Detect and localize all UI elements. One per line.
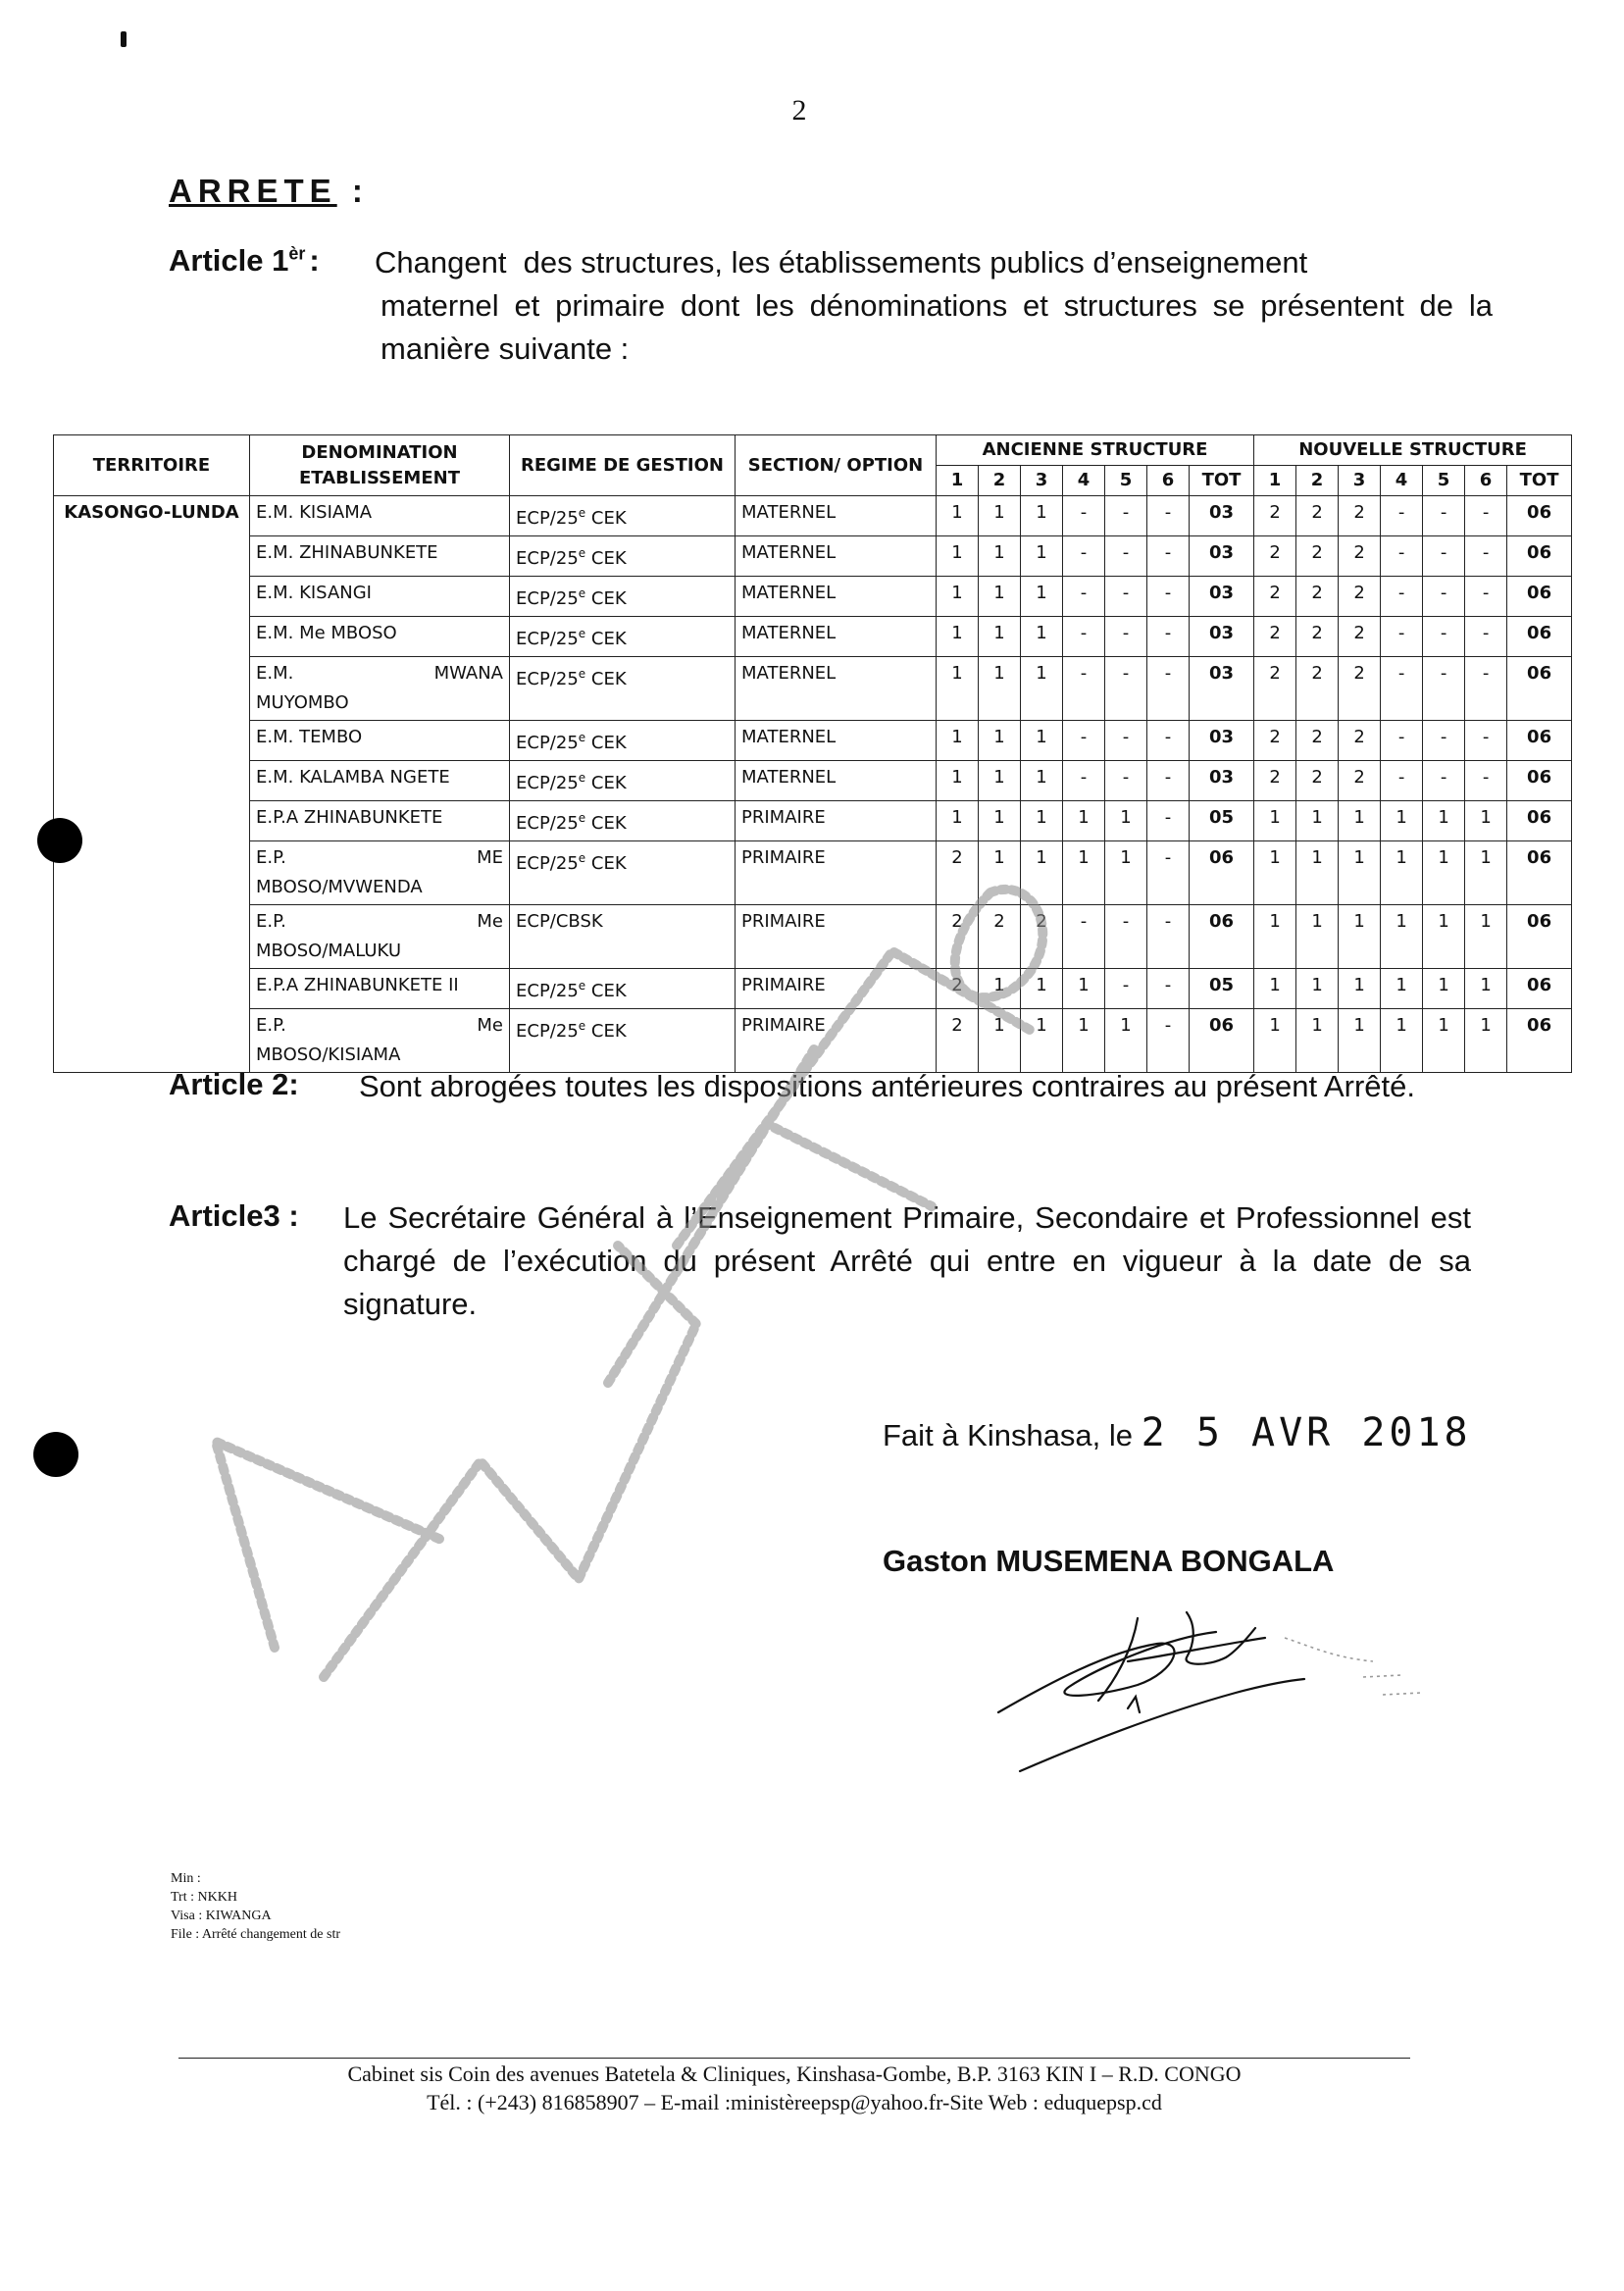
ancienne-total-cell: 03 [1190,577,1254,617]
nouvelle-total-cell: 06 [1507,969,1572,1009]
section-cell: PRIMAIRE [736,1009,937,1073]
nouvelle-level-cell: 2 [1339,617,1381,657]
regime-cell: ECP/25e CEK [510,496,736,536]
header-denomination: DENOMINATION ETABLISSEMENT [250,435,510,496]
regime-cell: ECP/25e CEK [510,657,736,721]
ancienne-total-cell: 03 [1190,761,1254,801]
nouvelle-level-cell: - [1423,496,1465,536]
nouvelle-level-cell: 2 [1254,657,1296,721]
nouvelle-level-cell: - [1381,617,1423,657]
ancienne-level-cell: - [1147,536,1190,577]
nouvelle-level-cell: 2 [1254,577,1296,617]
ancienne-level-cell: - [1063,577,1105,617]
nouvelle-level-cell: - [1423,657,1465,721]
ancienne-level-cell: 1 [937,577,979,617]
regime-cell: ECP/25e CEK [510,577,736,617]
header-col: TOT [1507,466,1572,496]
regime-cell: ECP/25e CEK [510,617,736,657]
ancienne-level-cell: 1 [979,721,1021,761]
ancienne-level-cell: - [1147,969,1190,1009]
ancienne-total-cell: 03 [1190,496,1254,536]
section-cell: MATERNEL [736,761,937,801]
denomination-text: E.M. KISANGI [256,583,372,603]
ancienne-level-cell: - [1063,536,1105,577]
denomination-cell [250,657,510,721]
nouvelle-level-cell: 2 [1296,577,1339,617]
signatory-name: Gaston MUSEMENA BONGALA [883,1544,1335,1578]
nouvelle-level-cell: - [1381,657,1423,721]
nouvelle-level-cell: - [1381,496,1423,536]
nouvelle-level-cell: - [1381,577,1423,617]
regime-cell: ECP/25e CEK [510,536,736,577]
denomination-text-line2: MUYOMBO [256,692,349,713]
nouvelle-level-cell: 2 [1339,577,1381,617]
ancienne-level-cell: - [1063,657,1105,721]
ancienne-level-cell: 1 [979,801,1021,841]
ancienne-level-cell: 1 [937,761,979,801]
denomination-cell [250,496,510,536]
article1-text: maternel et primaire dont les dénominations et structures se présentent de la manière suivante : [381,288,1493,366]
article1-label [169,243,320,279]
denomination-text: E.M. Me MBOSO [256,623,397,643]
nouvelle-level-cell: 1 [1381,801,1423,841]
nouvelle-level-cell: 2 [1254,536,1296,577]
nouvelle-level-cell: 2 [1254,496,1296,536]
nouvelle-level-cell: 1 [1465,841,1507,905]
nouvelle-level-cell: 1 [1423,801,1465,841]
header-col: 2 [979,466,1021,496]
nouvelle-level-cell: 1 [1254,905,1296,969]
ancienne-level-cell: - [1105,496,1147,536]
header-col: TOT [1190,466,1254,496]
regime-cell: ECP/25e CEK [510,761,736,801]
nouvelle-total-cell: 06 [1507,496,1572,536]
ancienne-level-cell: 1 [1021,657,1063,721]
denomination-text-right: Me [477,911,503,932]
nouvelle-level-cell: - [1423,617,1465,657]
nouvelle-level-cell: 1 [1423,969,1465,1009]
nouvelle-level-cell: 2 [1296,657,1339,721]
nouvelle-level-cell: 2 [1296,617,1339,657]
ancienne-level-cell: 1 [1021,841,1063,905]
ancienne-level-cell: 2 [937,841,979,905]
punch-hole-icon [37,818,82,863]
ancienne-level-cell: - [1105,536,1147,577]
nouvelle-level-cell: 2 [1339,721,1381,761]
denomination-text: E.P. [256,1015,286,1036]
table-row [54,536,1572,577]
nouvelle-level-cell: 2 [1339,761,1381,801]
scan-mark [121,31,127,47]
denomination-text: E.P. [256,847,286,868]
header-col: 4 [1063,466,1105,496]
ancienne-level-cell: 1 [979,969,1021,1009]
ancienne-level-cell: 1 [1063,1009,1105,1073]
header-section: SECTION/ OPTION [736,435,937,496]
ancienne-level-cell: 1 [1063,841,1105,905]
ancienne-level-cell: - [1105,577,1147,617]
nouvelle-level-cell: 1 [1296,801,1339,841]
nouvelle-level-cell: 2 [1339,536,1381,577]
nouvelle-level-cell: - [1381,761,1423,801]
table-row [54,721,1572,761]
ancienne-level-cell: 2 [937,1009,979,1073]
ancienne-level-cell: - [1147,496,1190,536]
nouvelle-level-cell: 1 [1296,905,1339,969]
header-nouvelle-structure: NOUVELLE STRUCTURE [1254,435,1572,466]
ancienne-level-cell: 1 [1105,801,1147,841]
ref-trt: Trt : NKKH [171,1890,237,1905]
nouvelle-level-cell: 1 [1465,1009,1507,1073]
table-row [54,657,1572,721]
nouvelle-level-cell: - [1423,536,1465,577]
nouvelle-level-cell: - [1465,496,1507,536]
ancienne-level-cell: - [1105,969,1147,1009]
nouvelle-level-cell: - [1465,761,1507,801]
nouvelle-level-cell: 2 [1254,721,1296,761]
section-cell: PRIMAIRE [736,905,937,969]
section-cell: MATERNEL [736,577,937,617]
ancienne-level-cell: 1 [1063,969,1105,1009]
ancienne-level-cell: - [1063,617,1105,657]
ref-visa: Visa : KIWANGA [171,1909,272,1923]
ancienne-level-cell: - [1063,721,1105,761]
denomination-text: E.M. KALAMBA NGETE [256,767,450,788]
nouvelle-level-cell: - [1465,721,1507,761]
ref-min: Min : [171,1871,201,1886]
ancienne-level-cell: - [1147,657,1190,721]
nouvelle-level-cell: - [1465,617,1507,657]
nouvelle-level-cell: 1 [1381,905,1423,969]
nouvelle-total-cell: 06 [1507,801,1572,841]
nouvelle-level-cell: 1 [1339,969,1381,1009]
header-regime: REGIME DE GESTION [510,435,736,496]
article3-text: Le Secrétaire Général à l’Enseignement Primaire, Secondaire et Professionnel est chargé de l’exécution du présent Arrêté qui entre en vigueur à la date de sa signature. [343,1200,1471,1321]
denomination-cell [250,536,510,577]
regime-cell: ECP/25e CEK [510,969,736,1009]
denomination-text: E.M. ZHINABUNKETE [256,542,438,563]
nouvelle-level-cell: 1 [1254,841,1296,905]
denomination-cell [250,617,510,657]
footer-address: Cabinet sis Coin des avenues Batetela & Cliniques, Kinshasa-Gombe, B.P. 3163 KIN I – R.D. CONGO [347,2062,1242,2086]
nouvelle-level-cell: 1 [1423,841,1465,905]
ancienne-level-cell: 2 [979,905,1021,969]
nouvelle-total-cell: 06 [1507,577,1572,617]
denomination-text: E.P. [256,911,286,932]
nouvelle-total-cell: 06 [1507,721,1572,761]
ancienne-level-cell: 1 [979,577,1021,617]
decree-heading [169,173,369,210]
ancienne-level-cell: - [1063,496,1105,536]
footer-rule [178,2058,1410,2059]
nouvelle-level-cell: 1 [1339,905,1381,969]
section-cell: MATERNEL [736,496,937,536]
ref-file: File : Arrêté changement de str [171,1927,340,1942]
section-cell: MATERNEL [736,721,937,761]
denomination-text-line2: MBOSO/MALUKU [256,941,402,961]
regime-cell: ECP/25e CEK [510,1009,736,1073]
ancienne-level-cell: 1 [937,617,979,657]
denomination-cell [250,761,510,801]
nouvelle-total-cell: 06 [1507,905,1572,969]
ancienne-level-cell: 1 [1021,536,1063,577]
nouvelle-level-cell: 2 [1254,617,1296,657]
ancienne-level-cell: 1 [979,617,1021,657]
decree-heading-text: ARRETE [169,173,337,209]
denomination-text-right: ME [477,847,503,868]
nouvelle-level-cell: 1 [1423,1009,1465,1073]
ancienne-total-cell: 06 [1190,905,1254,969]
nouvelle-level-cell: 1 [1339,1009,1381,1073]
ancienne-level-cell: 1 [979,496,1021,536]
ancienne-level-cell: - [1147,841,1190,905]
ancienne-level-cell: - [1105,761,1147,801]
ancienne-level-cell: - [1063,761,1105,801]
ancienne-level-cell: 1 [979,1009,1021,1073]
ancienne-level-cell: 1 [1021,721,1063,761]
ancienne-level-cell: - [1147,761,1190,801]
section-cell: PRIMAIRE [736,841,937,905]
ancienne-level-cell: 1 [1063,801,1105,841]
ancienne-total-cell: 06 [1190,841,1254,905]
ancienne-level-cell: 1 [1021,761,1063,801]
ancienne-level-cell: 2 [937,969,979,1009]
table-row [54,617,1572,657]
nouvelle-level-cell: 2 [1296,496,1339,536]
nouvelle-level-cell: - [1423,761,1465,801]
table-header-row [54,435,1572,466]
nouvelle-level-cell: 2 [1296,721,1339,761]
nouvelle-level-cell: 2 [1296,761,1339,801]
regime-cell: ECP/25e CEK [510,841,736,905]
stamp-icon [186,834,1089,1716]
ancienne-total-cell: 03 [1190,536,1254,577]
territoire-cell: KASONGO-LUNDA [54,496,250,1073]
date-prefix: Fait à Kinshasa, le [883,1418,1134,1452]
denomination-text: E.M. [256,663,294,684]
denomination-text: E.P.A ZHINABUNKETE II [256,975,459,995]
ancienne-level-cell: 1 [979,657,1021,721]
nouvelle-total-cell: 06 [1507,841,1572,905]
nouvelle-total-cell: 06 [1507,536,1572,577]
ancienne-level-cell: 1 [1105,1009,1147,1073]
header-col: 3 [1021,466,1063,496]
decree-heading-colon: : [351,173,369,209]
ancienne-level-cell: - [1147,577,1190,617]
section-cell: MATERNEL [736,617,937,657]
nouvelle-level-cell: 2 [1339,657,1381,721]
ancienne-level-cell: - [1105,657,1147,721]
nouvelle-level-cell: 2 [1296,536,1339,577]
ancienne-total-cell: 05 [1190,969,1254,1009]
ancienne-level-cell: - [1105,617,1147,657]
article2-text: Sont abrogées toutes les dispositions antérieures contraires au présent Arrêté. [359,1069,1416,1103]
header-col: 6 [1147,466,1190,496]
table-row [54,496,1572,536]
ancienne-level-cell: 1 [1021,969,1063,1009]
date-stamp: 2 5 AVR 2018 [1141,1410,1472,1455]
header-ancienne-structure: ANCIENNE STRUCTURE [937,435,1254,466]
nouvelle-level-cell: - [1465,577,1507,617]
denomination-text: E.P.A ZHINABUNKETE [256,807,443,828]
section-cell: PRIMAIRE [736,801,937,841]
denomination-text: E.M. TEMBO [256,727,363,747]
ancienne-total-cell: 03 [1190,721,1254,761]
denomination-text-line2: MBOSO/KISIAMA [256,1044,401,1065]
ancienne-total-cell: 03 [1190,617,1254,657]
nouvelle-total-cell: 06 [1507,657,1572,721]
nouvelle-level-cell: 1 [1423,905,1465,969]
nouvelle-level-cell: 1 [1296,841,1339,905]
nouvelle-level-cell: 1 [1296,969,1339,1009]
footer [178,2060,1410,2116]
nouvelle-level-cell: 2 [1254,761,1296,801]
regime-cell: ECP/25e CEK [510,801,736,841]
nouvelle-total-cell: 06 [1507,761,1572,801]
denomination-text-right: Me [477,1015,503,1036]
nouvelle-level-cell: 1 [1254,801,1296,841]
header-col: 1 [1254,466,1296,496]
section-cell: MATERNEL [736,657,937,721]
nouvelle-level-cell: - [1465,657,1507,721]
nouvelle-level-cell: - [1423,721,1465,761]
article1-label-colon: : [309,243,320,278]
ancienne-level-cell: - [1063,905,1105,969]
denomination-cell [250,577,510,617]
ancienne-level-cell: 1 [1021,617,1063,657]
ancienne-level-cell: 1 [937,721,979,761]
ancienne-total-cell: 06 [1190,1009,1254,1073]
ancienne-level-cell: 1 [937,496,979,536]
header-col: 5 [1423,466,1465,496]
nouvelle-level-cell: 1 [1254,969,1296,1009]
nouvelle-level-cell: 1 [1381,1009,1423,1073]
ancienne-level-cell: - [1147,617,1190,657]
footer-contact: Tél. : (+243) 816858907 – E-mail :ministèreepsp@yahoo.fr-Site Web : eduquepsp.cd [427,2090,1162,2114]
nouvelle-level-cell: 1 [1296,1009,1339,1073]
header-territoire: TERRITOIRE [54,435,250,496]
ancienne-level-cell: 1 [1021,801,1063,841]
ancienne-level-cell: 1 [1021,496,1063,536]
ancienne-level-cell: 2 [937,905,979,969]
header-col: 4 [1381,466,1423,496]
nouvelle-level-cell: - [1465,536,1507,577]
ancienne-level-cell: 1 [979,841,1021,905]
ancienne-level-cell: - [1147,905,1190,969]
denomination-text-right: MWANA [433,663,503,684]
ancienne-level-cell: 1 [937,657,979,721]
section-cell: PRIMAIRE [736,969,937,1009]
article1-line1: Changent des structures, les établissements publics d’enseignement [375,245,1308,280]
nouvelle-level-cell: 1 [1339,801,1381,841]
article2-label: Article 2: [169,1067,299,1101]
ancienne-level-cell: 1 [1021,1009,1063,1073]
nouvelle-level-cell: - [1381,721,1423,761]
denomination-text-line2: MBOSO/MVWENDA [256,877,423,897]
ancienne-level-cell: 1 [1021,577,1063,617]
ancienne-level-cell: 1 [937,801,979,841]
table-row [54,761,1572,801]
article1-label-sup: èr [288,243,306,264]
ancienne-level-cell: 2 [1021,905,1063,969]
article3-label: Article3 : [169,1198,299,1233]
regime-cell: ECP/25e CEK [510,721,736,761]
header-col: 1 [937,466,979,496]
punch-hole-icon [33,1432,78,1477]
nouvelle-level-cell: - [1423,577,1465,617]
reference-block [171,1869,340,1944]
ancienne-level-cell: 1 [979,536,1021,577]
article1-label-text: Article 1 [169,243,289,278]
nouvelle-total-cell: 06 [1507,617,1572,657]
nouvelle-level-cell: 1 [1465,969,1507,1009]
regime-cell: ECP/CBSK [510,905,736,969]
header-col: 2 [1296,466,1339,496]
ancienne-level-cell: - [1147,721,1190,761]
denomination-cell [250,721,510,761]
ancienne-level-cell: - [1147,1009,1190,1073]
nouvelle-level-cell: 1 [1339,841,1381,905]
header-col: 5 [1105,466,1147,496]
ancienne-level-cell: 1 [1105,841,1147,905]
ancienne-level-cell: 1 [937,536,979,577]
ancienne-level-cell: 1 [979,761,1021,801]
ancienne-level-cell: - [1147,801,1190,841]
ancienne-total-cell: 03 [1190,657,1254,721]
nouvelle-level-cell: - [1381,536,1423,577]
header-col: 3 [1339,466,1381,496]
nouvelle-level-cell: 1 [1465,905,1507,969]
nouvelle-level-cell: 1 [1254,1009,1296,1073]
nouvelle-level-cell: 2 [1339,496,1381,536]
denomination-text: E.M. KISIAMA [256,502,373,523]
nouvelle-level-cell: 1 [1381,841,1423,905]
nouvelle-level-cell: 1 [1381,969,1423,1009]
ancienne-total-cell: 05 [1190,801,1254,841]
section-cell: MATERNEL [736,536,937,577]
ancienne-level-cell: - [1105,905,1147,969]
table-row [54,577,1572,617]
ancienne-level-cell: - [1105,721,1147,761]
nouvelle-level-cell: 1 [1465,801,1507,841]
page-number: 2 [791,94,807,127]
nouvelle-total-cell: 06 [1507,1009,1572,1073]
header-col: 6 [1465,466,1507,496]
